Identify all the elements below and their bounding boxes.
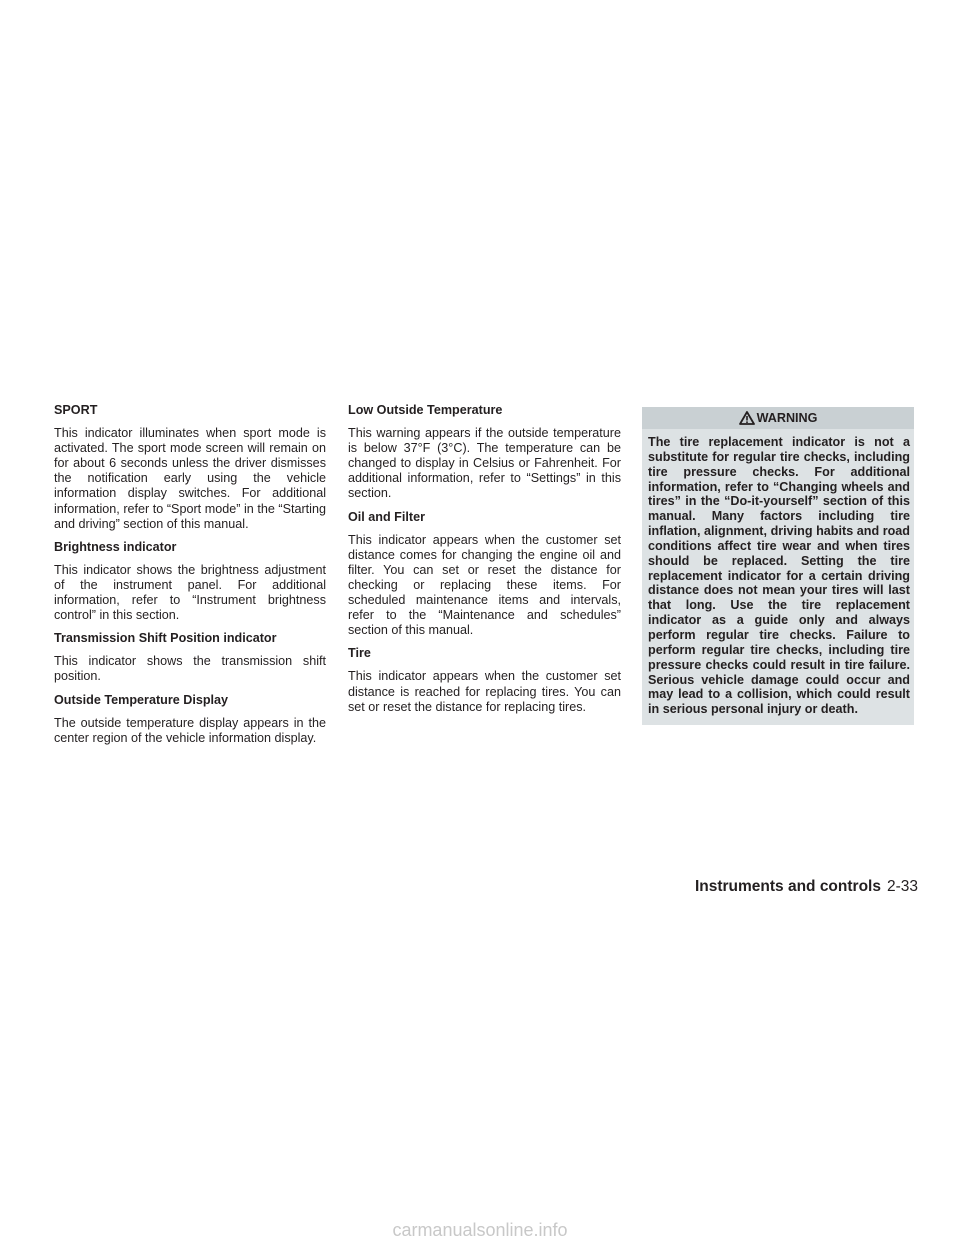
warning-title: WARNING (756, 411, 818, 425)
section-heading-outside-temp: Outside Temperature Display (54, 692, 229, 707)
section-text-transmission: This indicator shows the transmission shift position. (54, 654, 326, 684)
warning-text: The tire replacement indicator is not a substitute for regular tire checks, including tire pressure checks. For additional information, refer to “Changing wheels and tires” in the “Do-it-yourself” section of this manual. Many factors including tire inflation, alignment, driving habits and road conditions affect tire wear and when tires should be replaced. Setting the tire replacement indicator for a certain driving distance does not mean your tires will last that long. Use the tire replacement indicator as a guide only and always perform regular tire checks. Failure to perform regular tire checks, including tire pressure checks could result in tire failure. Serious vehicle damage could occur and may lead to a collision, which could result in serious personal injury or death. (648, 435, 910, 717)
watermark: carmanualsonline.info (392, 1220, 568, 1240)
middle-column (348, 403, 621, 723)
left-column (54, 403, 326, 754)
section-heading-tire: Tire (348, 646, 371, 661)
section-text-brightness: This indicator shows the brightness adjustment of the instrument panel. For additional information, refer to “Instrument brightness control” in this section. (54, 562, 326, 623)
warning-box (642, 407, 914, 725)
section-text-tire: This indicator appears when the customer set distance is reached for replacing tires. You can set or reset the distance for replacing tires. (348, 669, 621, 714)
warning-header (642, 407, 914, 429)
section-text-sport: This indicator illuminates when sport mode is activated. The sport mode screen will remain on for about 6 seconds unless the driver dismisses the notification early using the vehicle information display switches. For additional information, refer to “Sport mode” in the “Starting and driving” section of this manual. (54, 426, 326, 531)
warning-triangle-icon (739, 411, 755, 425)
page-footer (688, 878, 918, 896)
footer-section-title: Instruments and controls (694, 878, 881, 895)
section-text-outside-temp: The outside temperature display appears in the center region of the vehicle information display. (54, 715, 326, 745)
section-text-low-temp: This warning appears if the outside temperature is below 37°F (3°C). The temperature can be changed to display in Celsius or Fahrenheit. For additional information, refer to “Settings” in this section. (348, 426, 621, 501)
section-heading-low-temp: Low Outside Temperature (348, 403, 503, 417)
section-text-oil-filter: This indicator appears when the customer set distance comes for changing the engine oil and filter. You can set or reset the distance for checking or replacing these items. For scheduled maintenance items and intervals, refer to the “Maintenance and schedules” section of this manual. (348, 532, 621, 638)
section-heading-sport: SPORT (54, 403, 98, 417)
page-number: 2-33 (886, 878, 918, 895)
section-heading-oil-filter: Oil and Filter (348, 509, 425, 524)
section-heading-brightness: Brightness indicator (54, 539, 177, 554)
section-heading-transmission: Transmission Shift Position indicator (54, 631, 277, 646)
